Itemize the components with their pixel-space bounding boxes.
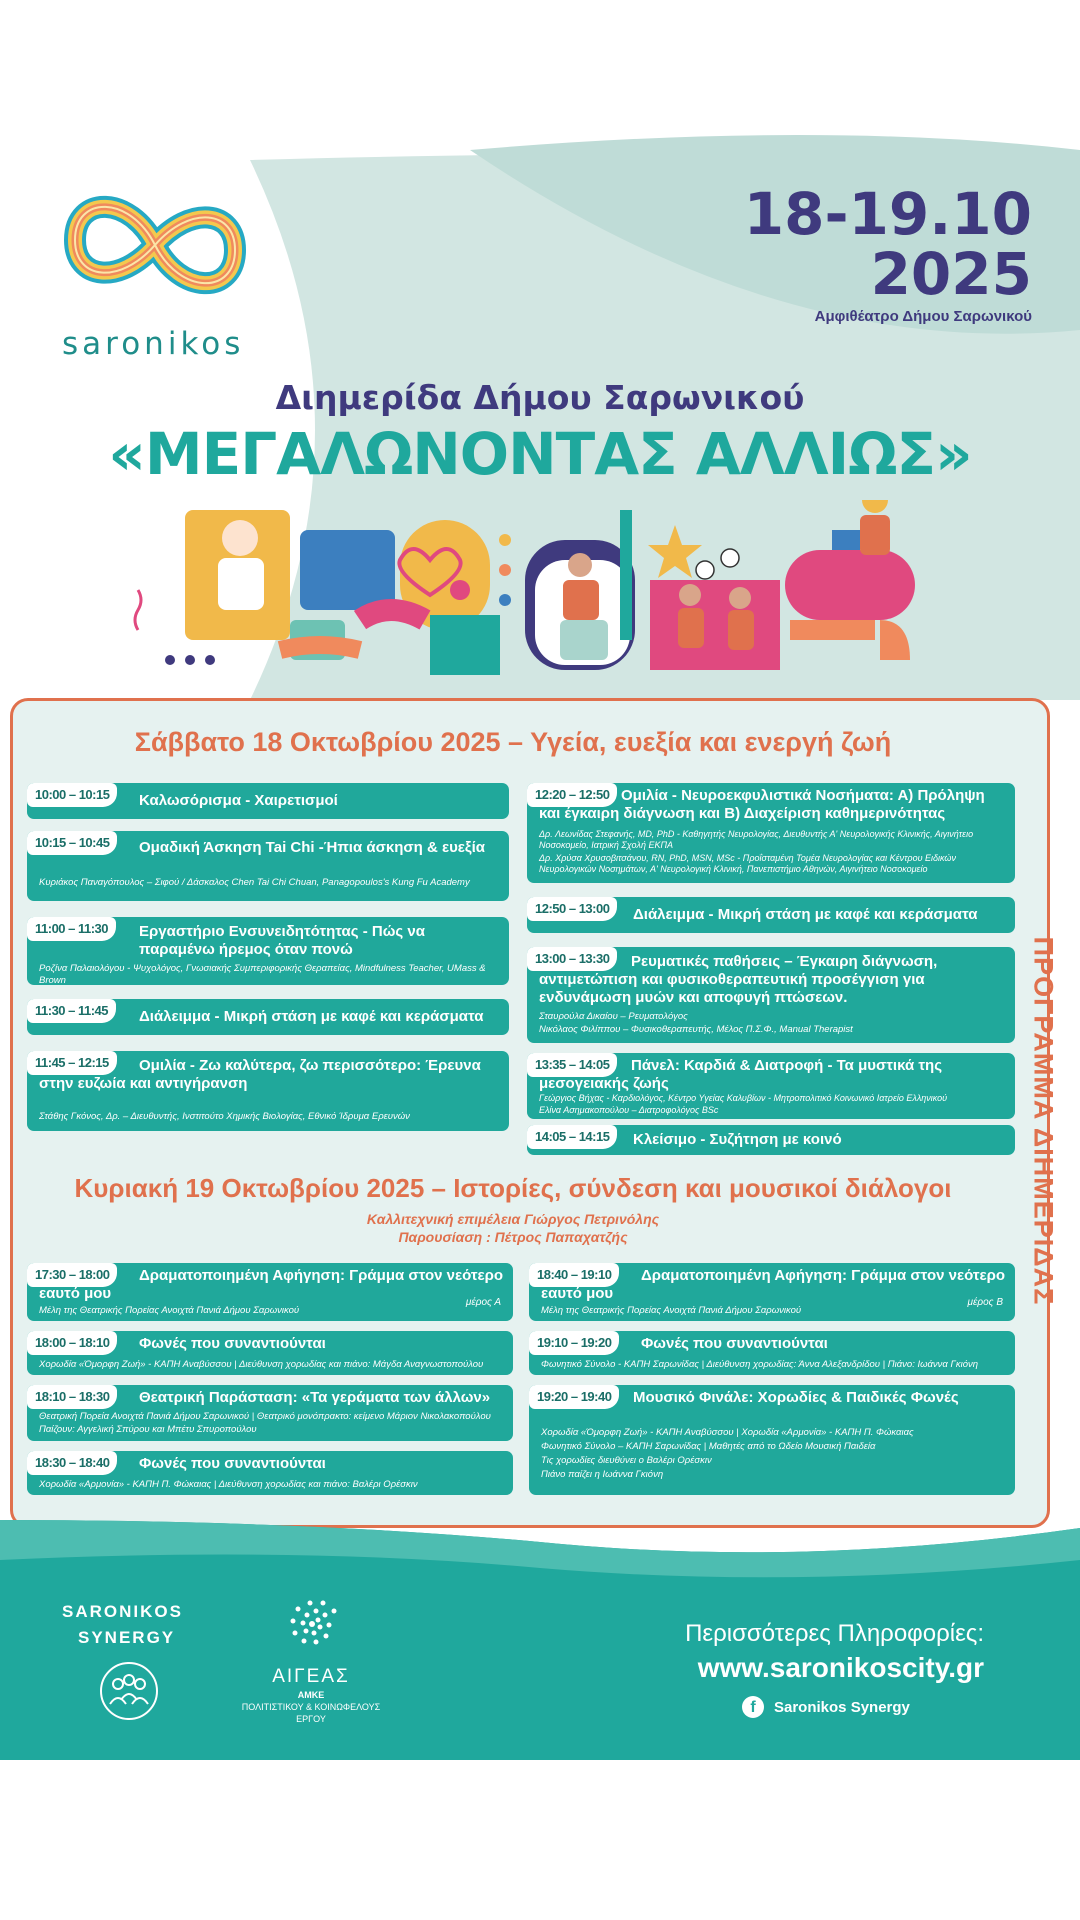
- saturday-item: [527, 947, 1015, 1043]
- item-detail: Μέλη της Θεατρικής Πορείας Ανοιχτά Πανιά Δήμου Σαρωνικού: [39, 1305, 300, 1316]
- event-dates: 18-19.10: [743, 180, 1032, 248]
- sunday-item: [27, 1451, 513, 1495]
- sunday-item: [529, 1385, 1015, 1495]
- item-title: Ρευματικές παθήσεις – Έγκαιρη διάγνωση, αντιμετώπιση και φυσικοθεραπευτική προσέγγιση για ενδυνάμωση μυών και αποφυγή πτώσεων.: [539, 953, 938, 1006]
- item-time: 14:05 – 14:15: [527, 1125, 617, 1149]
- saturday-item: [27, 783, 509, 819]
- item-detail: Σταυρούλα Δικαίου – Ρευματολόγος: [539, 1011, 688, 1022]
- aigeas-subtitle-1: ΑΜΚΕ: [297, 1690, 325, 1700]
- item-time: 13:00 – 13:30: [527, 947, 617, 971]
- item-detail: Φωνητικό Σύνολο - ΚΑΠΗ Σαρωνίδας | Διεύθυνση χορωδίας: Άννα Αλεξανδρίδου | Πιάνο: Ιωάννα Γκιόνη: [541, 1359, 979, 1370]
- item-title: Κλείσιμο - Συζήτηση με κοινό: [633, 1131, 842, 1148]
- sunday-item: [27, 1263, 513, 1321]
- sunday-heading: Κυριακή 19 Οκτωβρίου 2025 – Ιστορίες, σύνδεση και μουσικοί διάλογοι: [74, 1173, 952, 1203]
- website-link[interactable]: www.saronikoscity.gr: [697, 1652, 984, 1683]
- conversation-icon: [648, 525, 780, 670]
- item-time: 19:10 – 19:20: [529, 1331, 619, 1355]
- item-time: 18:00 – 18:10: [27, 1331, 117, 1355]
- item-title: Διάλειμμα - Μικρή στάση με καφέ και κεράσματα: [139, 1008, 484, 1025]
- item-detail: Θεατρική Πορεία Ανοιχτά Πανιά Δήμου Σαρωνικού | Θεατρικό μονόπρακτο: κείμενο Μάριον Νικολακοπούλου: [39, 1411, 491, 1422]
- item-title: Φωνές που συναντιούνται: [139, 1335, 326, 1352]
- item-time: 18:10 – 18:30: [27, 1385, 117, 1409]
- item-time: 10:00 – 10:15: [27, 783, 117, 807]
- item-detail: Δρ. Χρύσα Χρυσοβιτσάνου, RN, PhD, MSN, MSc - Προΐσταμένη Τομέα Νευρολογίας και Κέντρου Ειδικών Νευρολογικών Νοσημάτων, Α' Νευρολογική Κλινική, Πανεπιστήμιο Αθηνών, Αιγινήτειο Νοσοκομείο: [539, 853, 956, 874]
- saturday-item: [527, 1053, 1015, 1119]
- item-part: μέρος Α: [465, 1297, 501, 1308]
- illustration-strip: [130, 500, 930, 690]
- item-time: 19:20 – 19:40: [529, 1385, 619, 1409]
- item-title: Ομιλία - Νευροεκφυλιστικά Νοσήματα: Α) Πρόληψη και έγκαιρη διάγνωση και Β) Διαχείριση καθημερινότητας: [539, 787, 985, 822]
- item-title: Καλωσόρισμα - Χαιρετισμοί: [139, 792, 338, 809]
- item-detail: Παίζουν: Αγγελική Σπύρου και Μπέτυ Σπυροπούλου: [39, 1424, 257, 1435]
- laptop-woman-icon: [785, 500, 915, 660]
- item-detail: Κυριάκος Παναγόπουλος – Σιφού / Δάσκαλος Chen Tai Chi Chuan, Panagopoulos's Kung Fu Academy: [39, 877, 470, 888]
- item-time: 12:20 – 12:50: [527, 783, 617, 807]
- item-title: Ομιλία - Ζω καλύτερα, ζω περισσότερο: Έρευνα στην ευζωία και αντιγήρανση: [39, 1057, 481, 1092]
- item-title: Διάλειμμα - Μικρή στάση με καφέ και κεράσματα: [633, 906, 978, 923]
- item-detail: Χορωδία «Όμορφη Ζωή» - ΚΑΠΗ Αναβύσσου | Διεύθυνση χορωδίας και πιάνο: Μάγδα Αναγνωστοπούλου: [39, 1359, 484, 1370]
- sunday-item: [27, 1331, 513, 1375]
- aigeas-subtitle-2: ΠΟΛΙΤΙΣΤΙΚΟΥ & ΚΟΙΝΩΦΕΛΟΥΣ: [241, 1702, 381, 1712]
- program-vertical-text: ΠΡΟΓΡΑΜΜΑ ΔΙΗΜΕΡΙΔΑΣ: [1028, 936, 1059, 1306]
- saturday-item: [27, 999, 509, 1035]
- item-time: 18:30 – 18:40: [27, 1451, 117, 1475]
- more-info-label: Περισσότερες Πληροφορίες:: [685, 1620, 984, 1647]
- sunday-item: [529, 1263, 1015, 1321]
- brand-name: saronikos: [62, 326, 245, 362]
- program-vertical-label: [1023, 841, 1063, 1401]
- item-title: Ομαδική Άσκηση Tai Chi -Ήπια άσκηση & ευεξία: [139, 839, 485, 856]
- item-title: Θεατρική Παράσταση: «Τα γεράματα των άλλων»: [139, 1389, 491, 1406]
- aigeas-name: ΑΙΓΕΑΣ: [272, 1666, 350, 1687]
- item-detail: Ροζίνα Παλαιολόγου - Ψυχολόγος, Γνωσιακής Συμπεριφορικής Θεραπείας, Mindfulness Teacher, UMass & Brown: [39, 963, 486, 985]
- item-detail: Φωνητικό Σύνολο – ΚΑΠΗ Σαρωνίδας | Μαθητές από το Ωδείο Μουσική Παιδεία: [541, 1441, 876, 1452]
- item-title: Δραματοποιημένη Αφήγηση: Γράμμα στον νεότερο εαυτό μου: [541, 1267, 1006, 1302]
- event-subtitle: Διημερίδα Δήμου Σαρωνικού: [275, 378, 805, 417]
- item-detail: Γεώργιος Βήχας - Καρδιολόγος, Κέντρο Υγείας Καλυβίων - Μητροπολιτικό Κοινωνικό Ιατρείο Ελληνικού: [539, 1093, 948, 1103]
- item-title: Δραματοποιημένη Αφήγηση: Γράμμα στον νεότερο εαυτό μου: [39, 1267, 504, 1302]
- saturday-item: [527, 1125, 1015, 1155]
- item-title: Εργαστήριο Ενσυνειδητότητας - Πώς να παραμένω ήρεμος όταν πονώ: [139, 923, 425, 958]
- sunday-presenter: Παρουσίαση : Πέτρος Παπαχατζής: [398, 1229, 628, 1245]
- saturday-heading: Σάββατο 18 Οκτωβρίου 2025 – Υγεία, ευεξία και ενεργή ζωή: [134, 727, 892, 757]
- saturday-item: [27, 917, 509, 985]
- item-time: 11:00 – 11:30: [27, 917, 116, 941]
- aigeas-spiral-icon: [282, 1594, 342, 1654]
- item-detail: Δρ. Λεωνίδας Στεφανής, MD, PhD - Καθηγητής Νευρολογίας, Διευθυντής Α' Νευρολογικής Κλινικής, Αιγινήτειο Νοσοκομείο, Ιατρική Σχολή ΕΚΠΑ: [539, 829, 974, 850]
- facebook-icon[interactable]: f: [742, 1696, 764, 1718]
- item-detail: Ελίνα Ασημακοπούλου – Διατροφολόγος BSc: [539, 1105, 719, 1115]
- synergy-name-line1: SARONIKOS: [62, 1602, 183, 1621]
- item-time: 12:50 – 13:00: [527, 897, 617, 921]
- sunday-curator: Καλλιτεχνική επιμέλεια Γιώργος Πετρινόλης: [366, 1211, 660, 1227]
- aigeas-subtitle-3: ΕΡΓΟΥ: [296, 1714, 326, 1724]
- footer: [0, 1520, 1080, 1760]
- item-time: 10:15 – 10:45: [27, 831, 117, 855]
- item-detail: Νικόλαος Φιλίππου – Φυσικοθεραπευτής, Μέλος Π.Σ.Φ., Manual Therapist: [539, 1024, 853, 1035]
- saturday-item: [27, 1051, 509, 1131]
- event-venue: Αμφιθέατρο Δήμου Σαρωνικού: [814, 308, 1032, 325]
- item-part: μέρος Β: [967, 1297, 1003, 1308]
- program-panel: [10, 698, 1059, 1528]
- saturday-item: [27, 831, 509, 901]
- item-detail: Χορωδία «Όμορφη Ζωή» - ΚΑΠΗ Αναβύσσου | Χορωδία «Αρμονία» - ΚΑΠΗ Π. Φώκαιας: [541, 1427, 914, 1438]
- item-detail: Τις χορωδίες διευθύνει ο Βαλέρι Ορέσκιν: [541, 1455, 712, 1466]
- item-detail: Χορωδία «Αρμονία» - ΚΑΠΗ Π. Φώκαιας | Διεύθυνση χορωδίας και πιάνο: Βαλέρι Ορέσκιν: [39, 1479, 418, 1490]
- item-time: 11:30 – 11:45: [27, 999, 116, 1023]
- sunday-item: [27, 1385, 513, 1441]
- item-title: Μουσικό Φινάλε: Χορωδίες & Παιδικές Φωνές: [633, 1389, 959, 1406]
- item-title: Φωνές που συναντιούνται: [641, 1335, 828, 1352]
- item-time: 18:40 – 19:10: [529, 1263, 619, 1287]
- item-time: 13:35 – 14:05: [527, 1053, 617, 1077]
- synergy-people-icon: [98, 1660, 160, 1722]
- event-year: 2025: [870, 240, 1032, 308]
- saturday-item: [527, 897, 1015, 933]
- item-title: Φωνές που συναντιούνται: [139, 1455, 326, 1472]
- item-detail: Μέλη της Θεατρικής Πορείας Ανοιχτά Πανιά Δήμου Σαρωνικού: [541, 1305, 802, 1316]
- item-title: Πάνελ: Καρδιά & Διατροφή - Τα μυστικά της μεσογειακής ζωής: [539, 1057, 943, 1092]
- item-detail: Πιάνο παίζει η Ιωάννα Γκιόνη: [541, 1469, 664, 1480]
- event-title: «ΜΕΓΑΛΩΝΟΝΤΑΣ ΑΛΛΙΩΣ»: [108, 420, 972, 488]
- saronikos-logo-icon: [60, 185, 250, 305]
- item-time: 11:45 – 12:15: [27, 1051, 117, 1075]
- item-detail: Στάθης Γκόνος, Δρ. – Διευθυντής, Ινστιτούτο Χημικής Βιολογίας, Εθνικό Ίδρυμα Ερευνών: [39, 1111, 410, 1122]
- reading-woman-icon: [525, 540, 635, 670]
- item-time: 17:30 – 18:00: [27, 1263, 117, 1287]
- synergy-name-line2: SYNERGY: [78, 1628, 176, 1647]
- facebook-link[interactable]: Saronikos Synergy: [774, 1699, 910, 1716]
- saturday-item: [527, 783, 1015, 883]
- sunday-item: [529, 1331, 1015, 1375]
